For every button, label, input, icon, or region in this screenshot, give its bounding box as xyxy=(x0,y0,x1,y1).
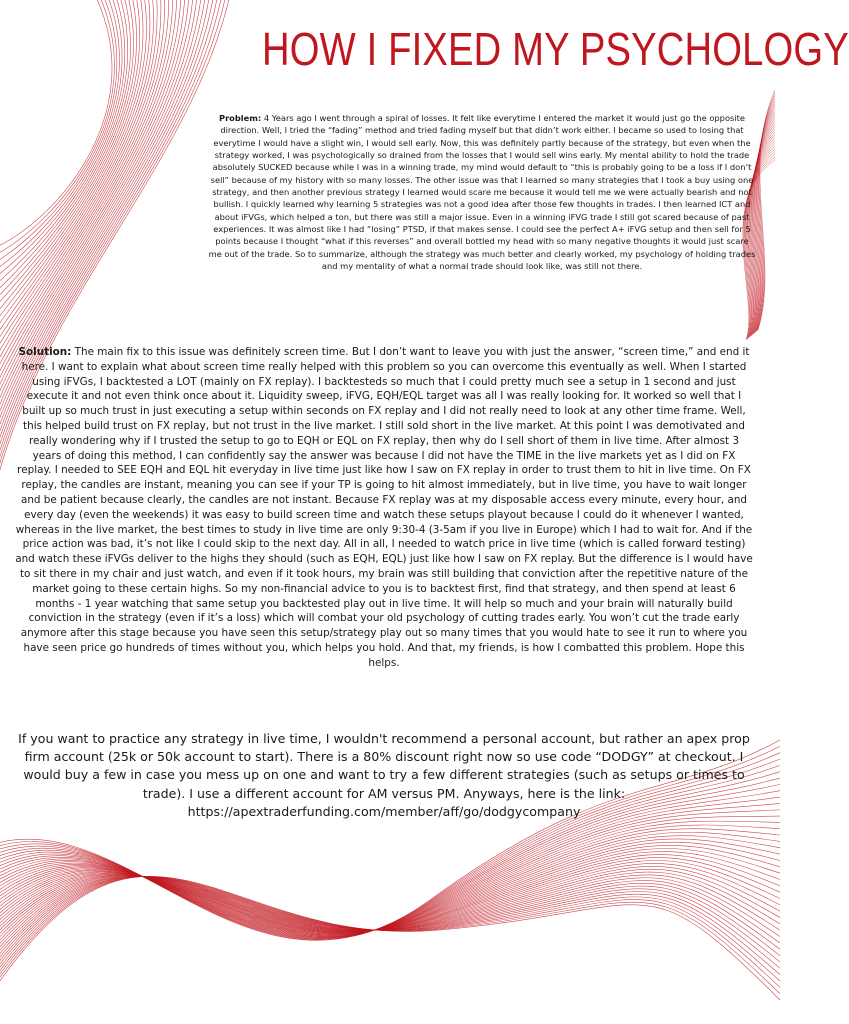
solution-label: Solution: xyxy=(18,346,72,358)
promo-text: If you want to practice any strategy in live time, I wouldn't recommend a personal account, but rather an apex prop firm account (25k or 50k account to start). There is a 80% discount right now so use code “DODGY” at checkout. I would buy a few in case you mess up on one and want to try a few different strategies (such as setups or times to trade). I use a different account for AM versus PM. Anyways, here is the link: xyxy=(18,731,750,801)
wave-line xyxy=(0,876,780,969)
page-title: HOW I FIXED MY PSYCHOLOGY xyxy=(262,23,849,75)
wave-line xyxy=(0,832,780,933)
wave-line xyxy=(0,876,780,1000)
wave-line xyxy=(0,876,780,962)
problem-label: Problem: xyxy=(219,113,262,123)
affiliate-link[interactable]: https://apextraderfunding.com/member/aff/go/dodgycompany xyxy=(187,803,581,819)
wave-line xyxy=(0,872,780,951)
wave-line xyxy=(0,0,131,305)
wave-line xyxy=(0,0,169,392)
wave-line xyxy=(0,836,780,933)
wave-line xyxy=(0,0,143,337)
wave-line xyxy=(0,876,780,987)
problem-text: 4 Years ago I went through a spiral of losses. It felt like everytime I entered the market it would just go the opposite direction. Well, I tried the “fading” method and tried fading myself but that didn’t work either. I became so used to losing that everytime I would have a slight win, I would sell early. Now, this was definitely partly because of the strategy, but even when the strategy worked, I was psychologically so drained from the losses that I would sell wins early. My mental ability to hold the trade absolutely SUCKED because while I was in a winning trade, my mind would default to “this is probably going to be a loss if I don’t sell” because of my history with so many losses. The other issue was that I learned so many strategies that I took a buy using one strategy, and then another previous strategy I learned would scare me because it would tell me we were actually bearish and not bullish. I quickly learned why learning 5 strategies was not a good idea after those few thoughts in trades. I then learned ICT and about iFVGs, which helped a ton, but there was still a major issue. Even in a winning iFVG trade I still got scared because of past experiences. It was almost like I had “losing” PTSD, if that makes sense. I could see the perfect A+ iFVG setup and then sell for 5 points because I thought “what if this reverses” and overall bottled my head with so many negative thoughts it would just scare me out of the trade. So to summarize, although the strategy was much better and clearly worked, my psychology of holding trades and my mentality of what a normal trade should look like, was still not there. xyxy=(208,113,756,272)
promo-paragraph xyxy=(6,730,762,821)
wave-line xyxy=(0,876,780,966)
wave-line xyxy=(0,875,780,955)
wave-line xyxy=(0,842,780,932)
solution-text: The main fix to this issue was definitely screen time. But I don’t want to leave you with just the answer, “screen time,” and end it here. I want to explain what about screen time really helped with this problem so you can overcome this eventually as well. When I started using iFVGs, I backtested a LOT (mainly on FX replay). I backtesteds so much that I could pretty much see a setup in 1 second and just execute it and not even think once about it. Liquidity sweep, iFVG, EQH/EQL target was all I was really looking for. It worked so well that I built up so much trust in just executing a setup within seconds on FX replay and I did not really need to look at any other time frame. Well, this helped build trust on FX replay, but not trust in the live market. I still sold short in the live market. At this point I was demotivated and really wondering why if I trusted the setup to go to EQH or EQL on FX replay, then why do I sell short of them in live time. After almost 3 years of doing this method, I can confidently say the answer was because I did not have the TIME in the live markets yet as I did on FX replay. I needed to SEE EQH and EQL hit everyday in live time just like how I saw on FX replay in order to trust them to hit in live time. On FX replay, the candles are instant, meaning you can see if your TP is going to hit almost immediately, but in live time, you have to wait longer and be patient because clearly, the candles are not instant. Because FX replay was at my disposable access every minute, every hour, and every day (even the weekends) it was easy to build screen time and watch these setups playout because I could do it whenever I wanted, whereas in the live market, the best times to study in live time are only 9:30-4 (3-5am if you live in Europe) which I had to wait for. And if the price action was bad, it’s not like I could skip to the next day. All in all, I needed to watch price in live time (which is called forward testing) and watch these iFVGs deliver to the highs they should (such as EQH, EQL) just like how I saw on FX replay. But the difference is I would have to sit there in my chair and just watch, and even if it took hours, my brain was still building that conviction after the repetitive nature of the market going to these certain highs. So my non-financial advice to you is to backtest first, find that strategy, and then spend at least 6 months - 1 year watching that same setup you backtested play out in live time. It will help so much and your brain will naturally build conviction in the strategy (even if it’s a loss) which will combat your old psychology of cutting trades early. You won’t cut the trade early anymore after this stage because you have seen this setup/strategy play out so many times that you would hate to see it run to where you have seen price go hundreds of times without you, which helps you hold. And that, my friends, is how I combatted this problem. Hope this helps. xyxy=(15,346,753,669)
wave-line xyxy=(0,0,112,250)
solution-paragraph xyxy=(14,345,754,671)
problem-paragraph xyxy=(208,112,756,272)
wave-line xyxy=(0,845,780,932)
wave-line xyxy=(757,98,775,331)
wave-line xyxy=(0,839,780,933)
